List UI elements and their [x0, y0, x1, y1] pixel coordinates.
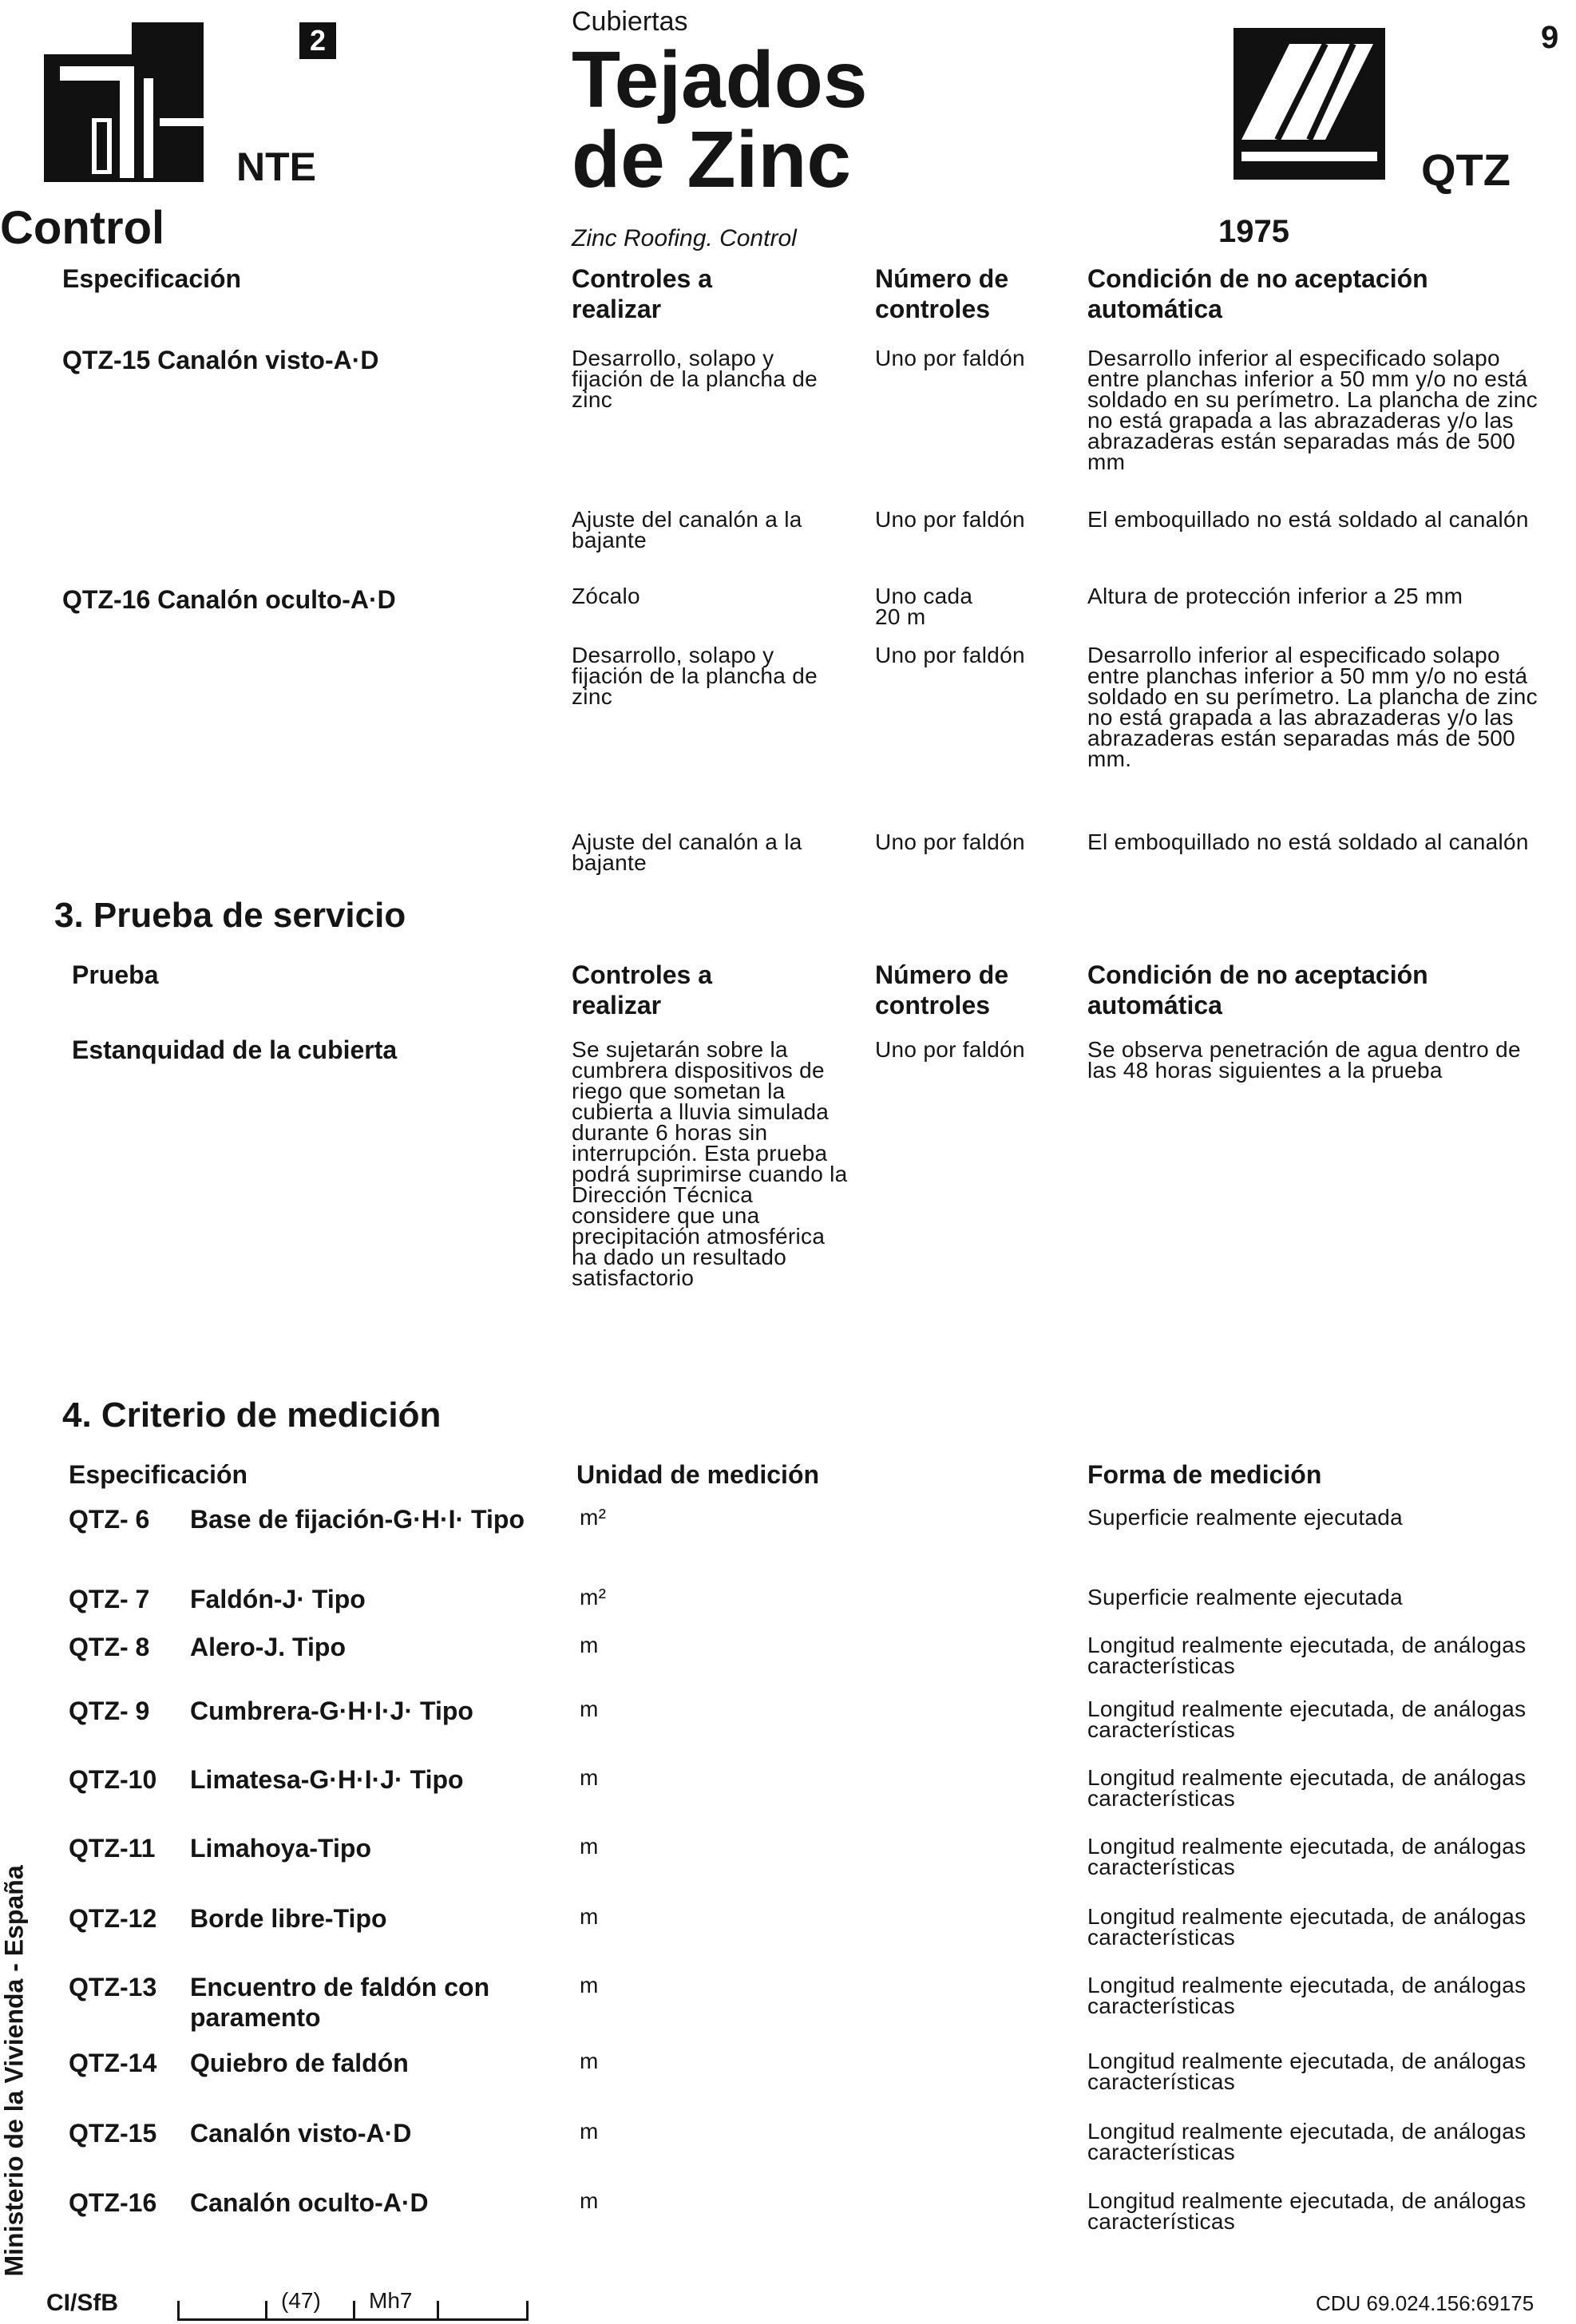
col-header-controls: Controles a realizar [572, 264, 713, 323]
service-row-condition: Se observa penetración de agua dentro de las 48 horas siguientes a la prueba [1087, 1037, 1521, 1083]
measure-row-form: Superficie realmente ejecutada [1087, 1505, 1404, 1530]
measure-row-form: Longitud realmente ejecutada, de análogas características [1087, 2049, 1527, 2094]
category-label: Cubiertas [572, 6, 688, 37]
section-badge: 2 [299, 22, 336, 59]
measure-header-unit: Unidad de medición [576, 1460, 820, 1489]
cisfb-label: CI/SfB [46, 2290, 118, 2316]
control-row-3-control: Zócalo [572, 584, 640, 608]
measure-row-unit: m [580, 1834, 599, 1859]
control-row-2-condition: El emboquillado no está soldado al canalón [1087, 507, 1529, 532]
control-row-5-condition: El emboquillado no está soldado al canalón [1087, 829, 1529, 854]
measure-row-name: Encuentro de faldón con paramento [190, 1973, 490, 2032]
measure-row-code: QTZ- 6 [69, 1505, 150, 1534]
service-header-count: Número de controles [875, 960, 1009, 1019]
measure-row-code: QTZ- 9 [69, 1696, 150, 1725]
measure-row-name: Canalón oculto-A·D [190, 2188, 429, 2217]
service-row-test: Estanquidad de la cubierta [72, 1035, 398, 1064]
measure-row-form: Longitud realmente ejecutada, de análogas características [1087, 2119, 1527, 2164]
roof-logo [1233, 28, 1385, 180]
measure-row-unit: m [580, 1973, 599, 1997]
measure-row-code: QTZ- 8 [69, 1633, 150, 1661]
measure-row-name: Cumbrera-G·H·I·J· Tipo [190, 1696, 473, 1725]
control-row-1-condition: Desarrollo inferior al especificado solapo entre planchas inferior a 50 mm y/o no está soldado en su perímetro. La plancha de zinc no está grapada a las abrazaderas y/o las abrazaderas están separadas más de 500 mm [1087, 346, 1538, 474]
measure-row-name: Base de fijación-G·H·I· Tipo [190, 1505, 525, 1534]
service-header-controls: Controles a realizar [572, 960, 713, 1019]
measure-row-code: QTZ- 7 [69, 1585, 150, 1613]
cisfb-code-1: (47) [281, 2288, 321, 2313]
measurement-title: 4. Criterio de medición [62, 1396, 442, 1435]
control-row-4-condition: Desarrollo inferior al especificado solapo entre planchas inferior a 50 mm y/o no está soldado en su perímetro. La plancha de zinc no está grapada a las abrazaderas y/o las abrazaderas están separadas más de 500 mm. [1087, 643, 1538, 771]
measure-row-name: Limatesa-G·H·I·J· Tipo [190, 1765, 464, 1794]
measure-row-form: Longitud realmente ejecutada, de análogas características [1087, 1765, 1527, 1811]
cisfb-box [177, 2290, 529, 2321]
col-header-spec: Especificación [62, 264, 242, 293]
control-row-5-count: Uno por faldón [875, 829, 1025, 854]
page-number: 9 [1541, 20, 1559, 55]
service-test-title: 3. Prueba de servicio [54, 896, 406, 935]
measure-row-name: Canalón visto-A·D [190, 2119, 412, 2148]
control-row-4-count: Uno por faldón [875, 643, 1025, 667]
measure-row-code: QTZ-13 [69, 1973, 157, 2001]
measure-row-code: QTZ-15 [69, 2119, 157, 2148]
measure-row-unit: m [580, 1765, 599, 1790]
col-header-count: Número de controles [875, 264, 1009, 323]
control-row-3-count: Uno cada 20 m [875, 584, 973, 629]
year-label: 1975 [1218, 214, 1289, 249]
code-label: QTZ [1421, 145, 1511, 195]
measure-row-unit: m [580, 1696, 599, 1721]
measure-row-code: QTZ-14 [69, 2049, 157, 2077]
measure-header-spec: Especificación [69, 1460, 248, 1489]
control-row-2-control: Ajuste del canalón a la bajante [572, 507, 802, 552]
measure-row-unit: m [580, 1904, 599, 1929]
nte-logo [44, 22, 204, 182]
section-title: Control [0, 202, 165, 254]
measure-row-code: QTZ-11 [69, 1834, 156, 1863]
measure-row-code: QTZ-12 [69, 1904, 157, 1933]
measure-row-form: Superficie realmente ejecutada [1087, 1585, 1404, 1609]
measure-row-unit: m [580, 2119, 599, 2144]
measure-row-unit: m [580, 1633, 599, 1657]
measure-header-form: Forma de medición [1087, 1460, 1322, 1489]
measure-row-form: Longitud realmente ejecutada, de análogas características [1087, 1633, 1527, 1678]
service-header-condition: Condición de no aceptación automática [1087, 960, 1428, 1019]
col-header-condition: Condición de no aceptación automática [1087, 264, 1428, 323]
control-row-5-control: Ajuste del canalón a la bajante [572, 829, 802, 875]
measure-row-form: Longitud realmente ejecutada, de análogas características [1087, 1696, 1527, 1742]
title-line-1: Tejados [572, 35, 868, 125]
measure-row-name: Quiebro de faldón [190, 2049, 409, 2077]
measure-row-form: Longitud realmente ejecutada, de análogas características [1087, 1834, 1527, 1879]
ministry-vertical-label: Ministerio de la Vivienda - España [0, 1865, 29, 2277]
cdu-label: CDU 69.024.156:69175 [1316, 2291, 1534, 2315]
measure-row-unit: m [580, 2049, 599, 2073]
control-row-2-count: Uno por faldón [875, 507, 1025, 532]
measure-row-form: Longitud realmente ejecutada, de análogas características [1087, 1904, 1527, 1950]
measure-row-name: Limahoya-Tipo [190, 1834, 371, 1863]
measure-row-form: Longitud realmente ejecutada, de análogas características [1087, 1973, 1527, 2018]
control-row-1-control: Desarrollo, solapo y fijación de la plancha de zinc [572, 346, 818, 412]
measure-row-form: Longitud realmente ejecutada, de análogas características [1087, 2188, 1527, 2234]
control-row-1-count: Uno por faldón [875, 346, 1025, 370]
service-row-control: Se sujetarán sobre la cumbrera dispositivos de riego que sometan la cubierta a lluvia simulada durante 6 horas sin interrupción. Esta prueba podrá suprimirse cuando la Dirección Técnica considere que una precipitación atmosférica ha dado un resultado satisfactorio [572, 1037, 848, 1290]
measure-row-unit: m [580, 2188, 599, 2213]
control-row-4-control: Desarrollo, solapo y fijación de la plancha de zinc [572, 643, 818, 709]
cisfb-code-2: Mh7 [369, 2288, 413, 2313]
measure-row-code: QTZ-16 [69, 2188, 157, 2217]
measure-row-code: QTZ-10 [69, 1765, 157, 1794]
measure-row-name: Borde libre-Tipo [190, 1904, 387, 1933]
measure-row-name: Alero-J. Tipo [190, 1633, 346, 1661]
measure-row-name: Faldón-J· Tipo [190, 1585, 366, 1613]
measure-row-unit: m² [580, 1585, 607, 1609]
service-row-count: Uno por faldón [875, 1037, 1025, 1062]
subtitle: Zinc Roofing. Control [572, 225, 797, 251]
control-row-3-spec: QTZ-16 Canalón oculto-A·D [62, 585, 396, 614]
control-row-3-condition: Altura de protección inferior a 25 mm [1087, 584, 1463, 608]
title-line-2: de Zinc [572, 115, 852, 204]
measure-row-unit: m² [580, 1505, 607, 1530]
service-header-test: Prueba [72, 960, 159, 989]
series-label: NTE [236, 145, 316, 189]
control-row-1-spec: QTZ-15 Canalón visto-A·D [62, 346, 379, 374]
